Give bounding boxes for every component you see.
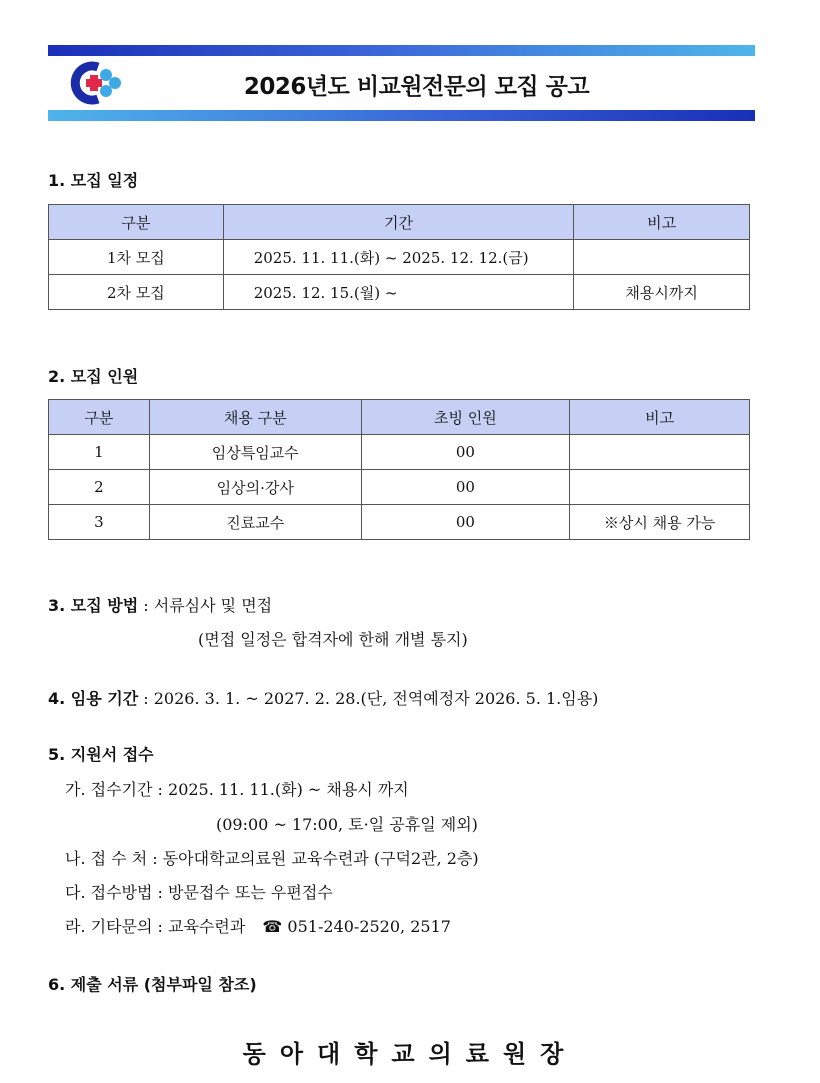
header-bottom-bar [48,110,755,121]
table-row [49,275,750,310]
table-header-cell: 초빙 인원 [361,400,570,435]
application-method: 다. 접수방법 : 방문접수 또는 우편접수 [65,883,333,902]
section-heading-documents: 6. 제출 서류 (첨부파일 참조) [48,975,257,994]
table-cell: 2025. 12. 15.(월) ~ [223,275,574,310]
header-top-bar [48,45,755,56]
table-header-cell: 기간 [223,205,574,240]
application-place: 나. 접 수 처 : 동아대학교의료원 교육수련과 (구덕2관, 2층) [65,849,479,868]
application-hours: (09:00 ~ 17:00, 토·일 공휴일 제외) [216,815,478,834]
table-cell: 00 [361,435,570,470]
table-header-cell: 구분 [49,400,150,435]
section-heading-term: 4. 임용 기간 [48,689,139,708]
table-cell [570,470,750,505]
section-heading-application: 5. 지원서 접수 [48,745,154,764]
phone-icon: ☎ [262,917,283,936]
table-header-row [49,400,750,435]
section-heading-method: 3. 모집 방법 [48,596,139,615]
signature: 동아대학교의료원장 [242,1039,578,1068]
table-cell: 2025. 11. 11.(화) ~ 2025. 12. 12.(금) [223,240,574,275]
term-value: : 2026. 3. 1. ~ 2027. 2. 28.(단, 전역예정자 2026. 5. 1.임용) [138,689,599,708]
term-line [48,686,598,709]
contact-label: 라. 기타문의 : 교육수련과 [65,917,246,936]
table-cell: 00 [361,470,570,505]
table-header-row [49,205,750,240]
table-cell: 채용시까지 [574,275,750,310]
schedule-table [48,204,750,310]
application-period: 가. 접수기간 : 2025. 11. 11.(화) ~ 채용시 까지 [65,780,409,799]
table-cell [574,240,750,275]
method-value: : 서류심사 및 면접 [138,596,273,615]
table-cell: 임상의·강사 [149,470,361,505]
table-cell: 임상특임교수 [149,435,361,470]
contact-phone: 051-240-2520, 2517 [287,917,451,936]
method-line [48,593,272,616]
table-header-cell: 비고 [574,205,750,240]
table-header-cell: 비고 [570,400,750,435]
method-note: (면접 일정은 합격자에 한해 개별 통지) [198,630,468,649]
application-contact [65,914,451,937]
table-row [49,505,750,540]
page-title: 2026년도 비교원전문의 모집 공고 [243,74,590,100]
table-cell [570,435,750,470]
section-heading-schedule: 1. 모집 일정 [48,171,139,190]
table-row [49,435,750,470]
header-banner [48,45,755,121]
table-cell: 진료교수 [149,505,361,540]
table-cell: 1차 모집 [49,240,224,275]
table-header-cell: 구분 [49,205,224,240]
section-heading-positions: 2. 모집 인원 [48,367,139,386]
table-cell: 2차 모집 [49,275,224,310]
table-cell: ※상시 채용 가능 [570,505,750,540]
table-cell: 1 [49,435,150,470]
table-cell: 2 [49,470,150,505]
table-header-cell: 채용 구분 [149,400,361,435]
positions-table [48,399,750,540]
table-row [49,470,750,505]
table-cell: 00 [361,505,570,540]
table-row [49,240,750,275]
table-cell: 3 [49,505,150,540]
